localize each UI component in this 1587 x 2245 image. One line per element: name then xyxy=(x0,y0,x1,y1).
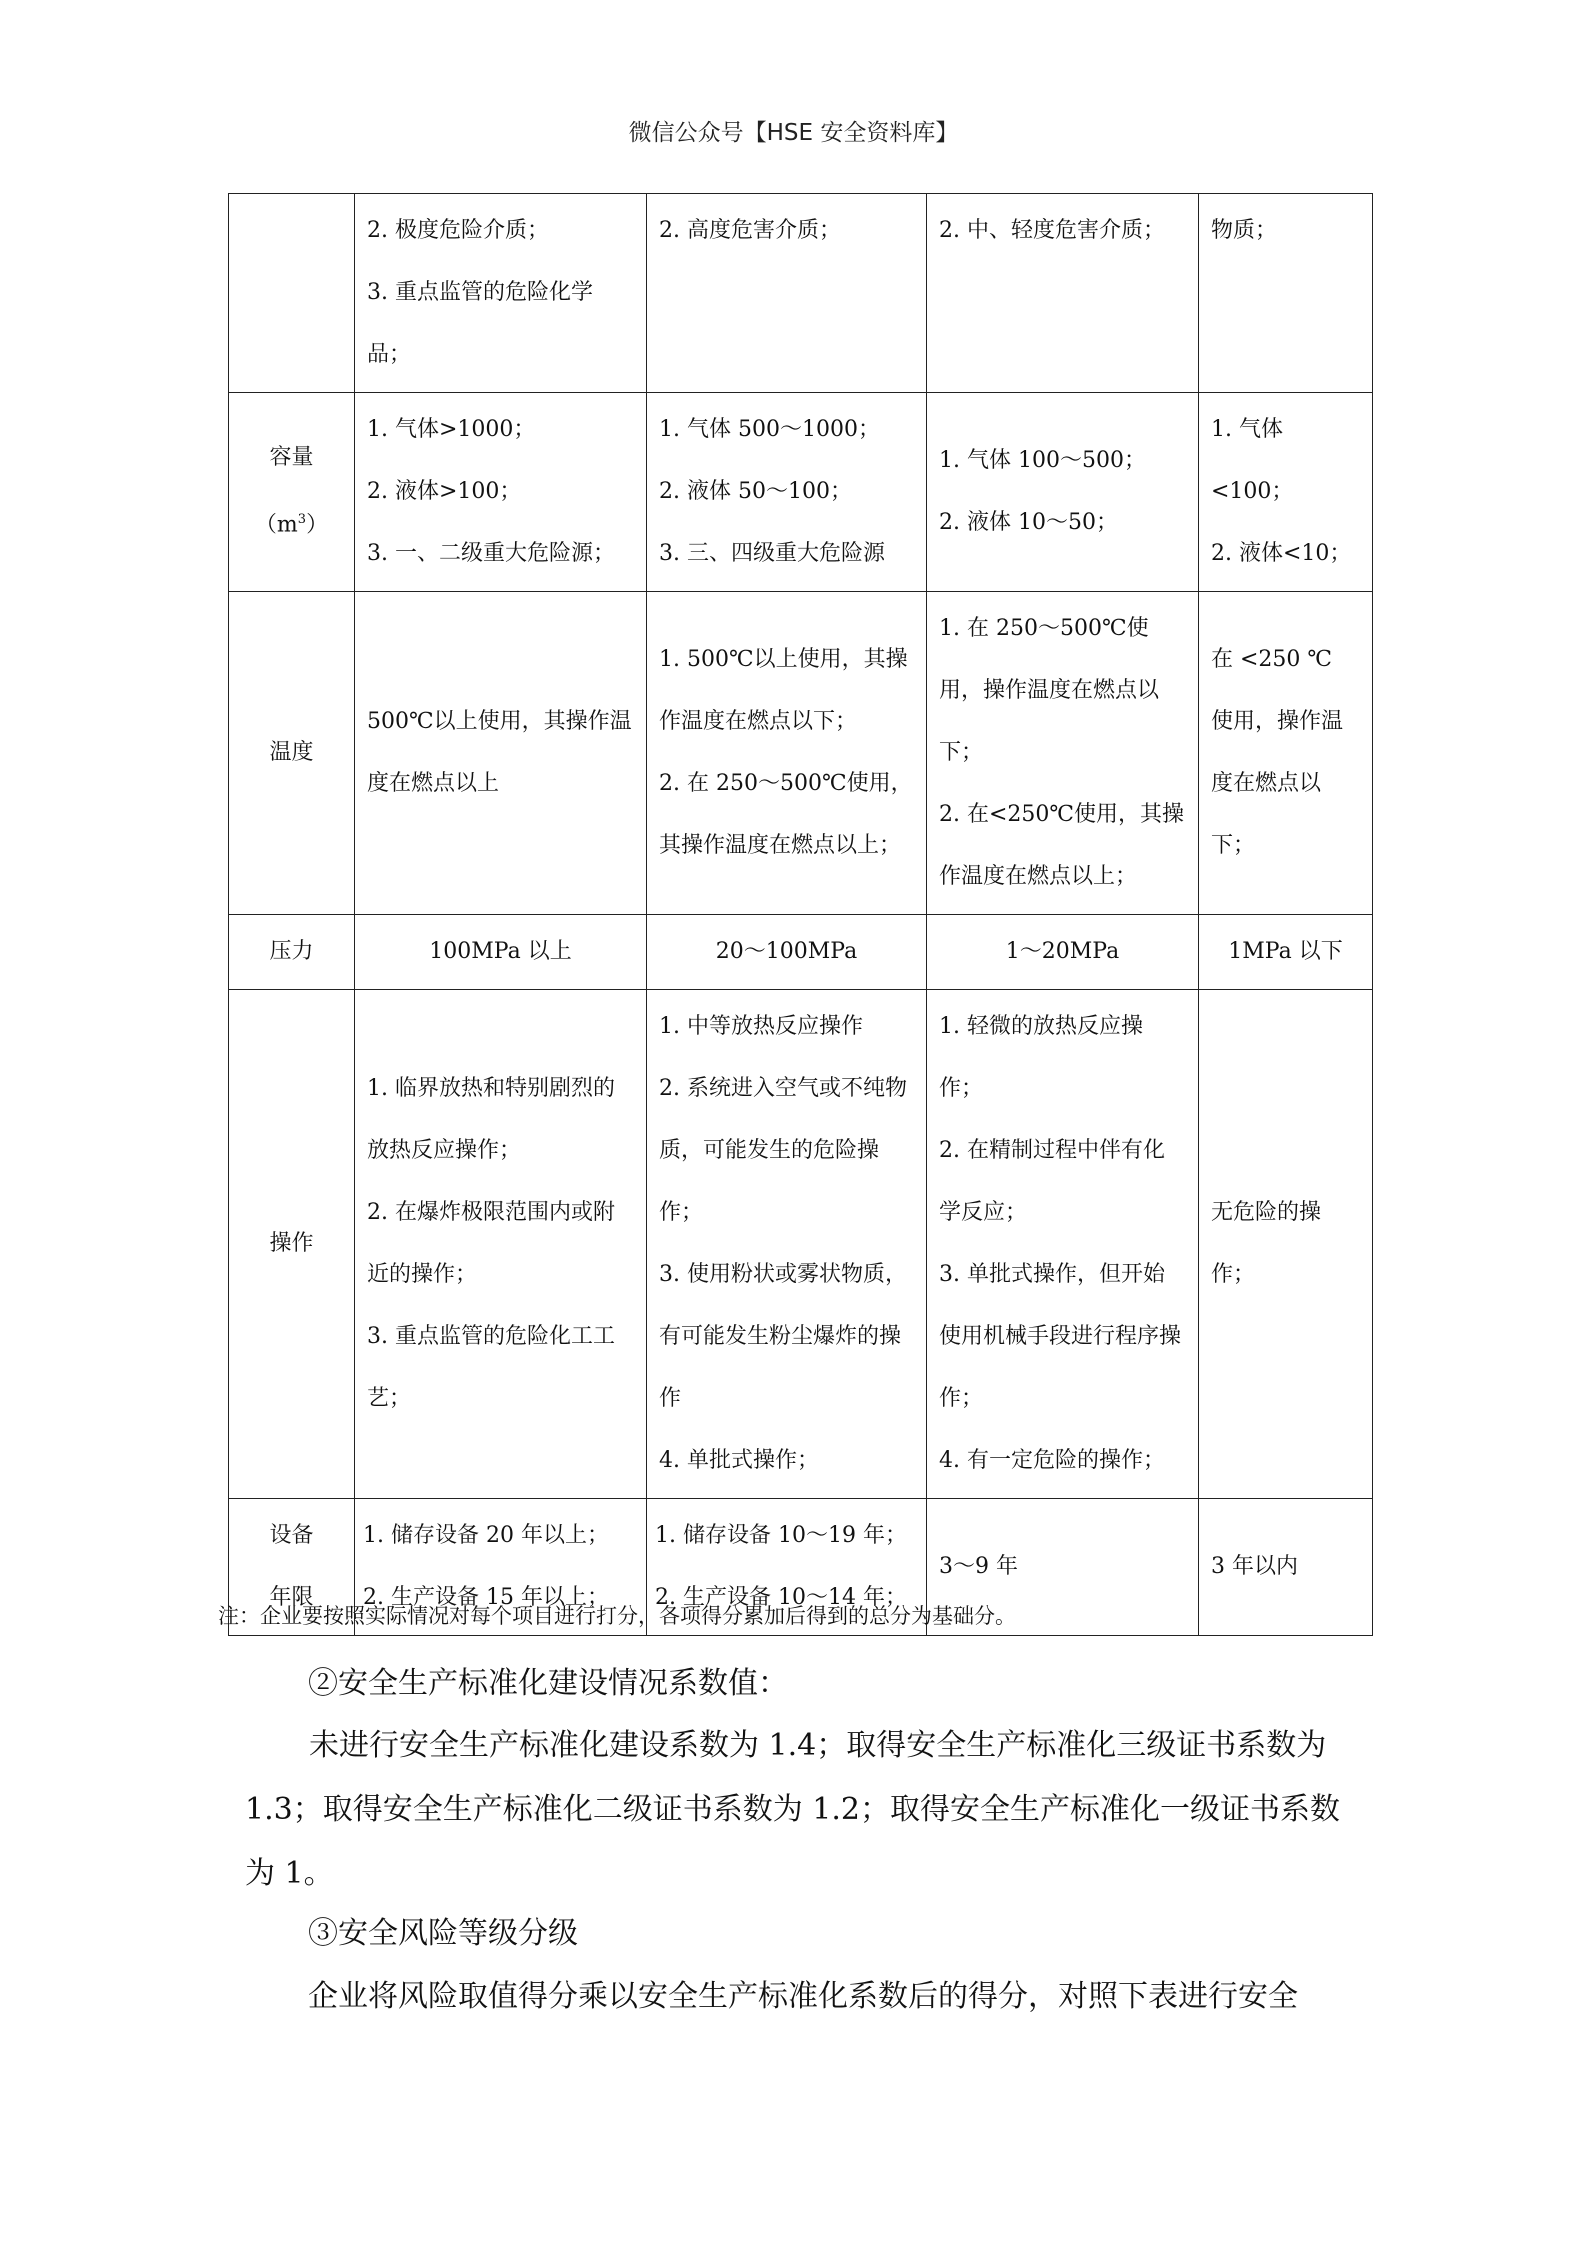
row-label xyxy=(229,194,355,393)
table-row xyxy=(229,194,1373,393)
row-label-operation: 操作 xyxy=(229,990,355,1499)
table-cell: 1. 气体>1000； 2. 液体>100； 3. 一、二级重大危险源； xyxy=(355,393,647,592)
table-cell: 1. 轻微的放热反应操作； 2. 在精制过程中伴有化学反应； 3. 单批式操作，但开始使用机械手段进行程序操作； 4. 有一定危险的操作； xyxy=(927,990,1199,1499)
table-cell: 2. 极度危险介质； 3. 重点监管的危险化学品； xyxy=(355,194,647,393)
row-label-capacity: 容量$(m^3)$ xyxy=(229,393,355,592)
table-cell: 1. 气体 100～500； 2. 液体 10～50； xyxy=(927,393,1199,592)
section-paragraph-3: 企业将风险取值得分乘以安全生产标准化系数后的得分，对照下表进行安全 xyxy=(308,1979,1298,2014)
table-cell: 2. 中、轻度危害介质； xyxy=(927,194,1199,393)
table-row xyxy=(229,393,1373,592)
table-cell: 1～20MPa xyxy=(927,915,1199,990)
table-cell: 1. 在 250～500℃使用，操作温度在燃点以下； 2. 在<250℃使用，其操作温度在燃点以上； xyxy=(927,592,1199,915)
section-paragraph-2: 未进行安全生产标准化建设系数为 1.4；取得安全生产标准化三级证书系数为 1.3；取得安全生产标准化二级证书系数为 1.2；取得安全生产标准化一级证书系数为 1。 xyxy=(245,1728,1340,1891)
table-note: 注：企业要按照实际情况对每个项目进行打分，各项得分累加后得到的总分为基础分。 xyxy=(218,1604,1016,1628)
table-cell: 3 年以内 xyxy=(1199,1499,1373,1636)
table-cell: 1. 气体<100； 2. 液体<10； xyxy=(1199,393,1373,592)
table-cell: 20～100MPa xyxy=(647,915,927,990)
table-cell: 1MPa 以下 xyxy=(1199,915,1373,990)
table-row xyxy=(229,990,1373,1499)
section-heading-2: ②安全生产标准化建设情况系数值： xyxy=(308,1666,788,1701)
row-label-pressure: 压力 xyxy=(229,915,355,990)
table-cell: 1. 储存设备 20 年以上； 2. 生产设备 15 年以上； xyxy=(355,1499,647,1636)
table-cell: 1. 临界放热和特别剧烈的放热反应操作； 2. 在爆炸极限范围内或附近的操作； 3. 重点监管的危险化工工艺； xyxy=(355,990,647,1499)
section-heading-3: ③安全风险等级分级 xyxy=(308,1916,578,1951)
table-cell: 100MPa 以上 xyxy=(355,915,647,990)
row-label-temperature: 温度 xyxy=(229,592,355,915)
risk-scoring-table xyxy=(228,193,1373,1636)
table-cell: 物质； xyxy=(1199,194,1373,393)
table-row xyxy=(229,915,1373,990)
row-label-equipment: 设备 年限 xyxy=(229,1499,355,1636)
table-cell: 1. 气体 500～1000； 2. 液体 50～100； 3. 三、四级重大危险源 xyxy=(647,393,927,592)
page-header: 微信公众号【HSE 安全资料库】 xyxy=(628,120,959,146)
table-cell: 1. 储存设备 10～19 年； 2. 生产设备 10～14 年； xyxy=(647,1499,927,1636)
table-cell: 1. 中等放热反应操作 2. 系统进入空气或不纯物质，可能发生的危险操作； 3. 使用粉状或雾状物质，有可能发生粉尘爆炸的操作 4. 单批式操作； xyxy=(647,990,927,1499)
table-row xyxy=(229,592,1373,915)
table-cell: 500℃以上使用，其操作温度在燃点以上 xyxy=(355,592,647,915)
table-cell: 3～9 年 xyxy=(927,1499,1199,1636)
table-cell: 在 <250 ℃ 使用，操作温度在燃点以下； xyxy=(1199,592,1373,915)
table-cell: 2. 高度危害介质； xyxy=(647,194,927,393)
table-cell: 1. 500℃以上使用，其操作温度在燃点以下； 2. 在 250～500℃使用，其操作温度在燃点以上； xyxy=(647,592,927,915)
table-cell: 无危险的操作； xyxy=(1199,990,1373,1499)
